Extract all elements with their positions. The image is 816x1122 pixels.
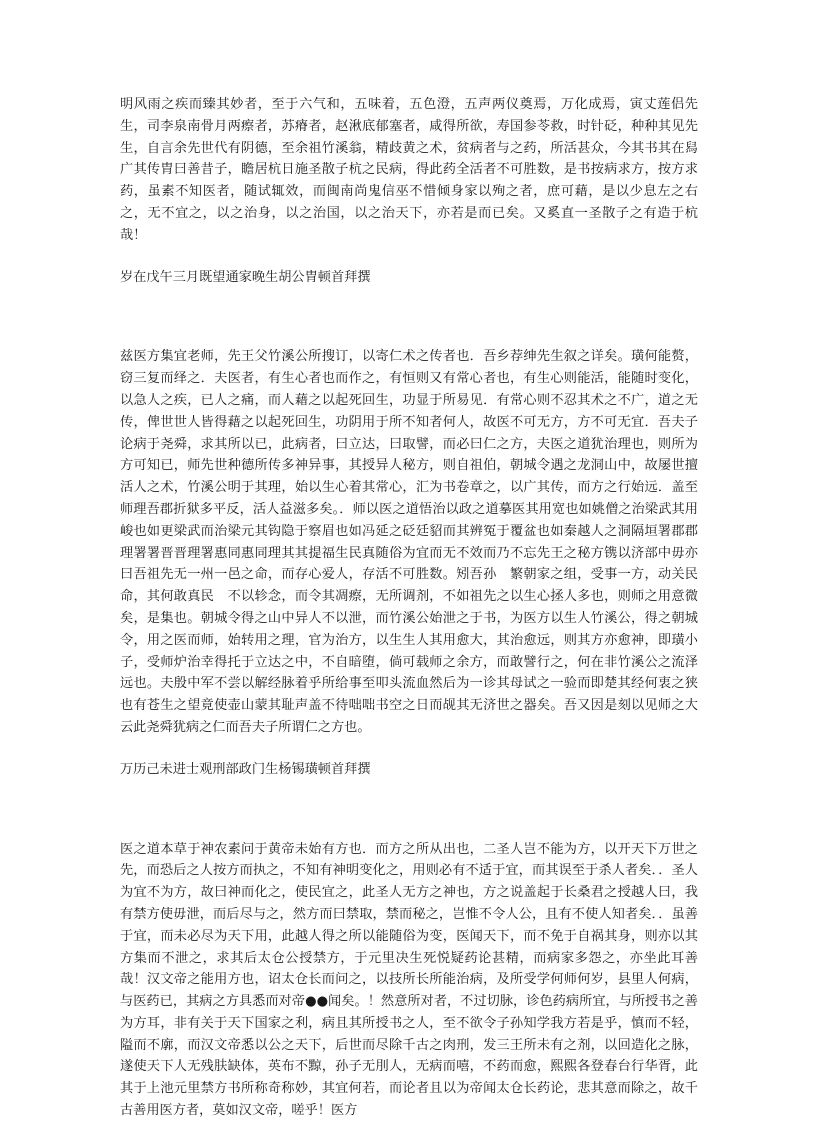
paragraph-1: 明风雨之疾而臻其妙者，至于六气和，五味着，五色澄，五声两仪奠焉，万化成焉，寅丈莲侣先生，司李泉南骨月两瘵者，苏瘠者，赵湫底郁塞者，咸得所欲，寿国参苓救，时针砭，种种其见先生，自言余先世代有阴德，至余祖竹溪翁，精歧黄之术，贫病者与之药，所活甚众，今其书其在舄广其传胄曰善昔子，瞻居杭日施圣散子杭之民病，得此药全活者不可胜数，是书按病求方，按方求药，虽素不知医者，随试辄效，而闽南尚鬼信巫不惜倾身家以殉之者，庶可藉，是以少息左之右之，无不宜之，以之治身，以之治国，以之治天下，亦若是而已矣。又奚直一圣散子之有造于杭哉！ [120,97,698,243]
signature-line-2: 万历己未进士观刑部政门生杨锡璜顿首拜撰 [120,761,371,777]
document-page [120,94,698,1122]
paragraph-2: 兹医方集宜老师，先王父竹溪公所搜订，以寄仁术之传者也．吾乡荐绅先生叙之详矣。璜何能赘，窃三复而绎之．夫医者，有生心者也而作之，有恒则又有常心者也，有生心则能活，能随时变化，以急人之疾，已人之痛，而人藉之以起死回生，功显于所易见．有常心则不忍其术之不广，道之无传，俾世世人皆得藉之以起死回生，功阴用于所不知者何人，故医不可无方，方不可无宜．吾夫子论病于尧舜，求其所以已，此病者，曰立达，曰取譬，而必曰仁之方，夫医之道犹治理也，则所为方可知已，师先世种德所传多神异事，其授异人秘方，则自祖伯，朝城令遇之龙洞山中，故屡世擅活人之术，竹溪公明于其理，始以生心着其常心，汇为书卷章之，以广其传，而方之行始远．盖至师理吾郡折狱多平反，活人益滋多矣。．师以医之道悟治以政之道摹医其用宽也如姚僧之治梁武其用峻也如更梁武而治梁元其钩隐于察眉也如冯延之砭廷貂而其辨冤于覆盆也如秦越人之洞隔垣署郡郡理署署晋晋理署惠同惠同理其其提福生民真随俗为宜而无不效而乃不忘先王之秘方镌以济部中毋亦曰吾祖先无一州一邑之命，而存心爱人，存活不可胜数。矧吾孙 繁朝家之组，受事一方，动关民命，其何敢真民 不以轸念，而令其凋瘵，无所调剂，不如祖先之以生心拯人多也，则师之用意微矣，是集也。朝城令得之山中异人不以泄，而竹溪公始泄之于书，为医方以生人竹溪公，得之朝城令，用之医而师，始转用之理，官为治方，以生生人其用愈大，其治愈远，则其方亦愈神，即璜小子，受师炉治幸得托于立达之中，不自暗堕，倘可载师之余方，而敢譬行之，何在非竹溪公之流泽远也。夫殷中军不尝以解经脉着乎所给事至叩头流血然后为一诊其母试之一验而即楚其经何衷之狭也有苍生之望竟使壶山蒙其耻声盖不待咄咄书空之日而觇其无济世之器矣。吾又因是刻以见师之大云此尧舜犹病之仁而吾夫子所谓仁之方也。 [120,349,698,735]
signature-line-1: 岁在戊午三月既望通家晚生胡公胄顿首拜撰 [120,269,371,285]
paragraph-3: 医之道本草于神农素问于黄帝未始有方也．而方之所从出也，二圣人岂不能为方，以开天下万世之先，而恐后之人按方而执之，不知有神明变化之，用则必有不适于宜，而其误至于杀人者矣．．圣人为宜不为方，故曰神而化之，使民宜之，此圣人无方之神也，方之说盖起于长桑君之授越人曰，我有禁方使毋泄，而后尽与之，然方而曰禁取，禁而秘之，岂惟不令人公，且有不使人知者矣．．虽善于宜，而未必尽为天下用，此越人得之所以能随俗为变，医闻天下，而不免于自祸其身，则亦以其方集而不泄之，求其后太仓公授禁方，于元里决生死悦疑药论甚精，而病家多怨之，亦坐此耳善哉！汉文帝之能用方也，诏太仓长而问之，以技所长所能治病，及所受学何师何岁，县里人何病，与医药已，其病之方具悉而对帝●●闻矣。！然意所对者，不过切脉，诊色药病所宜，与所授书之善为方耳，非有关于天下国家之利，病且其所授书之人，至不欲令子孙知学我方若是乎，慎而不轻，隘而不廓，而汉文帝悉以公之天下，后世而尽除千古之肉刑，发三王所未有之剂，以回造化之脉，遂使天下人无残肤缺体，英布不黥，孙子无刖人，无病而嘻，不药而愈，熙熙各登春台行华胥，此其于上池元里禁方书所称奇称妙，其宜何若，而论者且以为帝闻太仓长药论，悲其意而除之，故千古善用医方者，莫如汉文帝，嗟乎！医方 [120,841,698,1119]
